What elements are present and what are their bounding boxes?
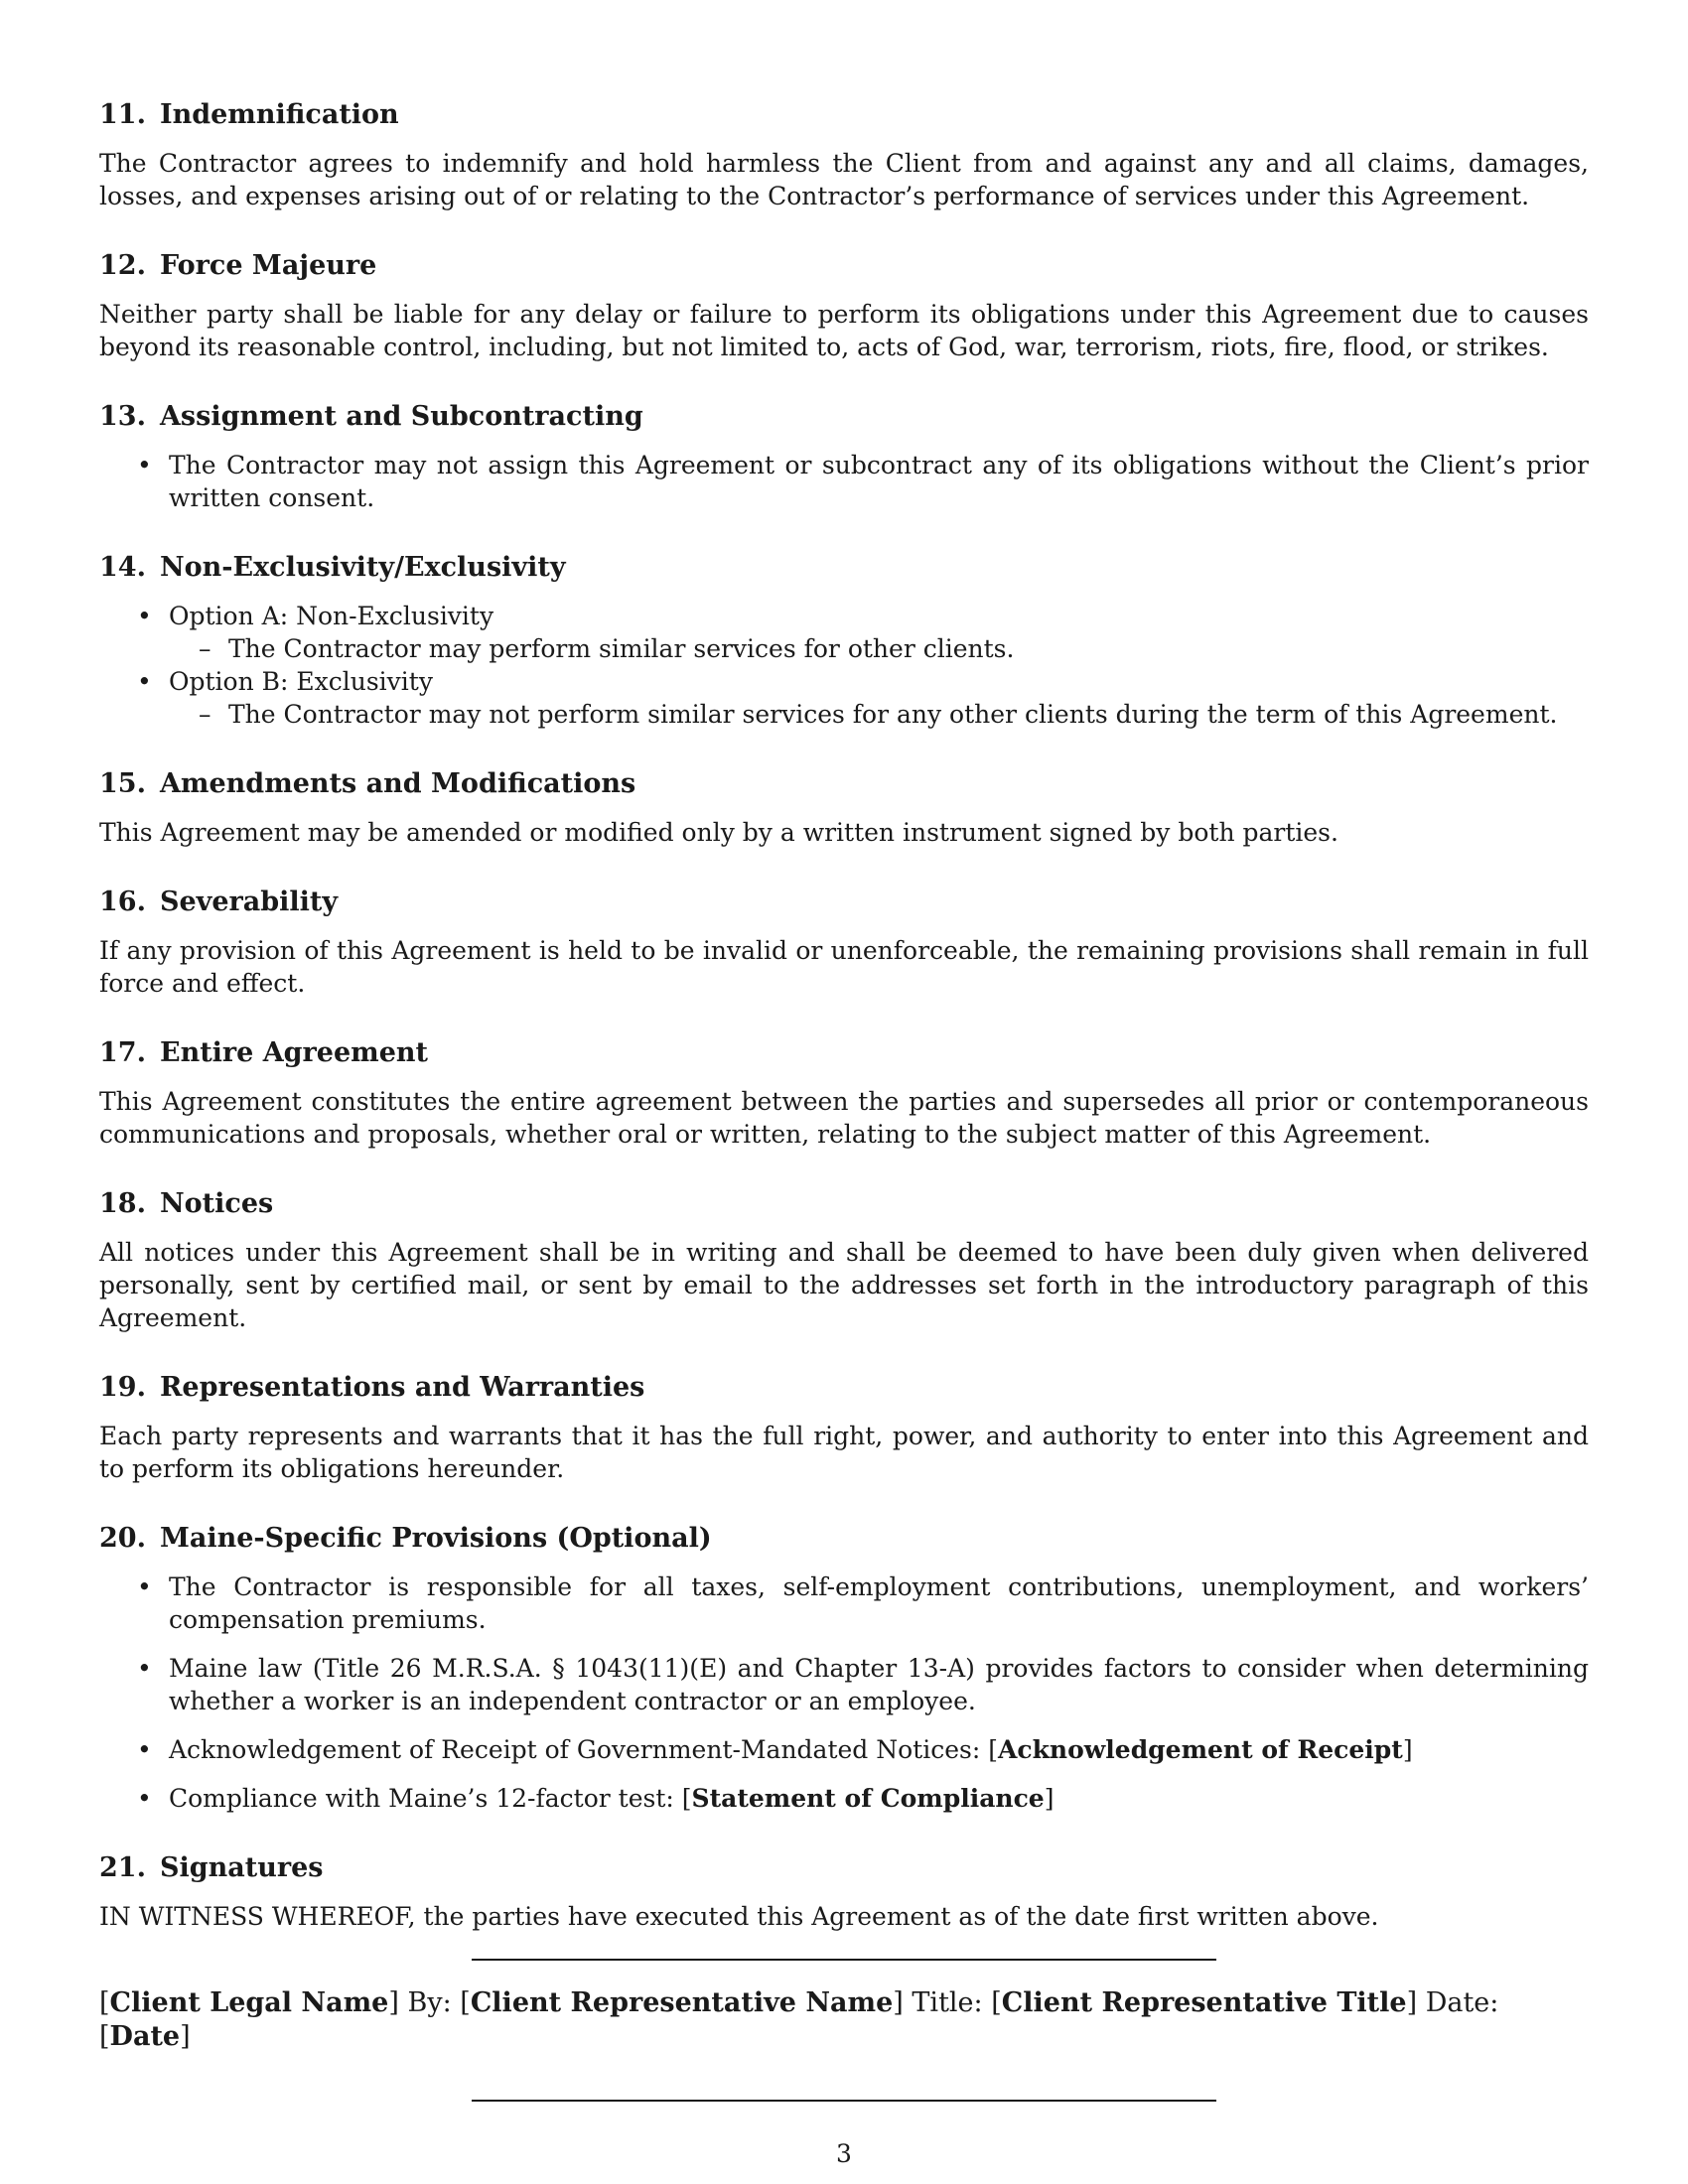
- sub-list-item: – The Contractor may perform similar services for other clients.: [199, 634, 1015, 663]
- section-12: [99, 250, 1589, 363]
- dash-icon: –: [199, 700, 211, 729]
- section-heading: 16. Severability: [99, 887, 339, 917]
- bullet-icon: •: [137, 451, 152, 479]
- sub-list: [169, 698, 1589, 731]
- bullet-icon: •: [137, 667, 152, 696]
- date-field: Date: [109, 2021, 181, 2052]
- section-18: [99, 1188, 1589, 1334]
- section-heading: 14. Non-Exclusivity/Exclusivity: [99, 552, 566, 583]
- sub-list: [169, 632, 1589, 665]
- bullet-icon: •: [137, 1735, 152, 1764]
- dash-icon: –: [199, 634, 211, 663]
- list-item: • Compliance with Maine’s 12-factor test: [Statement of Compliance]: [137, 1784, 1055, 1813]
- list-item: • Option A: Non-Exclusivity – The Contractor may perform similar services for other clients.: [99, 600, 1589, 665]
- page-number: 3: [836, 2139, 852, 2168]
- section-17: [99, 1037, 1589, 1151]
- section-body: This Agreement constitutes the entire agreement between the parties and supersedes all prior or contemporaneous communications and proposals, whether oral or written, relating to the subject matter of this Agreement.: [99, 1087, 1589, 1149]
- section-heading: 12. Force Majeure: [99, 250, 377, 281]
- bullet-icon: •: [137, 1784, 152, 1813]
- signature-block: [Client Legal Name] By: [Client Representative Name] Title: [Client Representative Title] Date: [Date]: [99, 1987, 1499, 2052]
- bullet-icon: •: [137, 1654, 152, 1683]
- section-13: [99, 401, 1589, 514]
- bullet-list: [99, 600, 1589, 731]
- section-15: [99, 768, 1589, 849]
- rep-name-field: Client Representative Name: [470, 1987, 894, 2018]
- section-body: The Contractor agrees to indemnify and hold harmless the Client from and against any and all claims, damages, losses, and expenses arising out of or relating to the Contractor’s performance of services under this Agreement.: [99, 149, 1589, 210]
- placeholder-field: Acknowledgement of Receipt: [997, 1735, 1403, 1764]
- list-item: • The Contractor may not assign this Agreement or subcontract any of its obligations without the Client’s prior written consent.: [137, 451, 1589, 512]
- section-14: [99, 552, 1589, 731]
- section-heading: 19. Representations and Warranties: [99, 1372, 645, 1403]
- section-body: Neither party shall be liable for any delay or failure to perform its obligations under this Agreement due to causes beyond its reasonable control, including, but not limited to, acts of God, war, terrorism, riots, fire, flood, or strikes.: [99, 300, 1589, 361]
- bullet-icon: •: [137, 602, 152, 630]
- section-heading: 20. Maine-Specific Provisions (Optional): [99, 1523, 712, 1554]
- section-20: [99, 1523, 1589, 1815]
- signature-line-bottom: [472, 2100, 1216, 2102]
- section-body: Each party represents and warrants that it has the full right, power, and authority to enter into this Agreement and to perform its obligations hereunder.: [99, 1422, 1589, 1483]
- placeholder-field: Statement of Compliance: [691, 1784, 1045, 1813]
- section-21: [99, 1852, 1589, 1933]
- section-heading: 17. Entire Agreement: [99, 1037, 428, 1068]
- bullet-icon: •: [137, 1572, 152, 1601]
- section-11: [99, 99, 1589, 212]
- section-heading: 13. Assignment and Subcontracting: [99, 401, 643, 432]
- section-heading: 21. Signatures: [99, 1852, 324, 1883]
- bullet-list: [99, 449, 1589, 514]
- list-item: • Acknowledgement of Receipt of Government-Mandated Notices: [Acknowledgement of Receipt]: [137, 1735, 1413, 1764]
- section-body: All notices under this Agreement shall be in writing and shall be deemed to have been duly given when delivered personally, sent by certified mail, or sent by email to the addresses set forth in the introductory paragraph of this Agreement.: [99, 1238, 1589, 1332]
- section-heading: 11. Indemnification: [99, 99, 399, 130]
- bullet-list: [99, 1570, 1589, 1815]
- list-item: • The Contractor is responsible for all taxes, self-employment contributions, unemployment, and workers’ compensation premiums.: [137, 1572, 1589, 1634]
- rep-title-field: Client Representative Title: [1001, 1987, 1407, 2018]
- client-name-field: Client Legal Name: [109, 1987, 389, 2018]
- section-16: [99, 887, 1589, 1000]
- section-body: If any provision of this Agreement is held to be invalid or unenforceable, the remaining provisions shall remain in full force and effect.: [99, 936, 1589, 998]
- signature-line-top: [472, 1959, 1216, 1961]
- sub-list-item: – The Contractor may not perform similar services for any other clients during the term of this Agreement.: [199, 700, 1558, 729]
- section-heading: 18. Notices: [99, 1188, 274, 1219]
- section-body: This Agreement may be amended or modified only by a written instrument signed by both parties.: [99, 818, 1338, 847]
- section-19: [99, 1372, 1589, 1485]
- document-page: [99, 99, 1589, 2102]
- section-heading: 15. Amendments and Modifications: [99, 768, 636, 799]
- list-item: • Maine law (Title 26 M.R.S.A. § 1043(11)(E) and Chapter 13-A) provides factors to consider when determining whether a worker is an independent contractor or an employee.: [137, 1654, 1589, 1715]
- section-body: IN WITNESS WHEREOF, the parties have executed this Agreement as of the date first written above.: [99, 1902, 1379, 1931]
- list-item: • Option B: Exclusivity – The Contractor may not perform similar services for any other clients during the term of this Agreement.: [99, 665, 1589, 731]
